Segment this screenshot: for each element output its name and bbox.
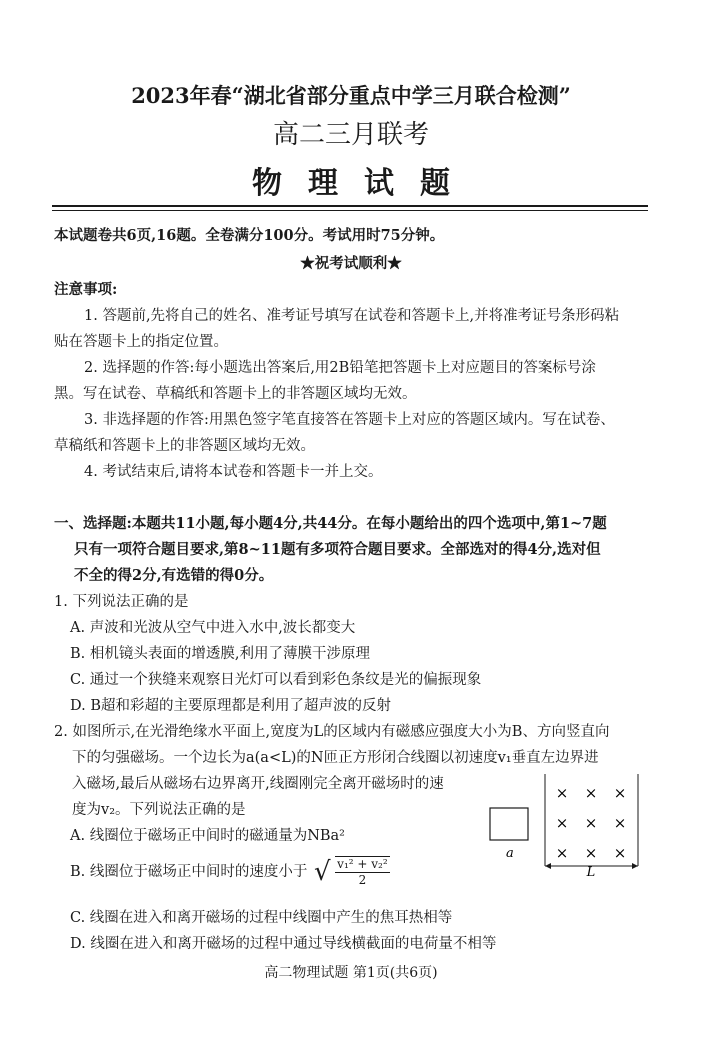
exam-header: 2023年春“湖北省部分重点中学三月联合检测” — [131, 83, 571, 108]
section-instructions: 一、选择题:本题共11小题,每小题4分,共44分。在每小题给出的四个选项中,第1~7题 — [54, 515, 607, 532]
field-mark: × — [584, 784, 598, 802]
field-mark: × — [613, 784, 627, 802]
question-2-option-a: A. 线圈位于磁场正中间时的磁通量为NBa² — [70, 828, 345, 844]
field-mark: × — [555, 814, 569, 832]
field-width-label: L — [586, 865, 596, 880]
sqrt-icon: √ — [313, 857, 331, 887]
field-mark: × — [613, 844, 627, 862]
question-2-stem: 度为v₂。下列说法正确的是 — [72, 802, 246, 818]
option-b-text: B. 线圈位于磁场正中间时的速度小于 — [70, 864, 308, 880]
question-1-option-d: D. B超和彩超的主要原理都是利用了超声波的反射 — [70, 698, 391, 714]
note-line: 草稿纸和答题卡上的非答题区域均无效。 — [54, 438, 315, 454]
field-mark: × — [584, 844, 598, 862]
note-line: 2. 选择题的作答:每小题选出答案后,用2B铅笔把答题卡上对应题目的答案标号涂 — [84, 360, 596, 376]
exam-subtitle: 高二三月联考 — [272, 120, 429, 150]
notes-heading: 注意事项: — [54, 281, 118, 298]
sqrt-expression — [314, 856, 390, 888]
question-2-stem: 入磁场,最后从磁场右边界离开,线圈刚完全离开磁场时的速 — [72, 776, 444, 792]
note-line: 3. 非选择题的作答:用黑色签字笔直接答在答题卡上对应的答题区域内。写在试卷、 — [84, 412, 615, 428]
exam-intro: 本试题卷共6页,16题。全卷满分100分。考试用时75分钟。 — [54, 227, 445, 244]
square-coil — [490, 808, 528, 840]
arrow-right-icon — [632, 863, 638, 869]
question-2-option-b — [70, 856, 390, 888]
field-mark: × — [555, 844, 569, 862]
question-1-option-b: B. 相机镜头表面的增透膜,利用了薄膜干涉原理 — [70, 646, 370, 662]
coil-side-label: a — [506, 846, 514, 861]
section-instructions: 只有一项符合题目要求,第8~11题有多项符合题目要求。全部选对的得4分,选对但 — [74, 541, 601, 558]
fraction-numerator: v₁² + v₂² — [337, 857, 388, 871]
header-rule-thin — [52, 210, 648, 211]
note-line: 黑。写在试卷、草稿纸和答题卡上的非答题区域均无效。 — [54, 386, 417, 402]
question-2-option-d: D. 线圈在进入和离开磁场的过程中通过导线横截面的电荷量不相等 — [70, 936, 497, 952]
question-1-stem: 1. 下列说法正确的是 — [54, 594, 189, 610]
fraction-denominator: 2 — [358, 873, 367, 887]
note-line: 1. 答题前,先将自己的姓名、准考证号填写在试卷和答题卡上,并将准考证号条形码粘 — [84, 308, 620, 324]
field-mark: × — [613, 814, 627, 832]
note-line: 4. 考试结束后,请将本试卷和答题卡一并上交。 — [84, 464, 383, 480]
header-rule-thick — [52, 205, 648, 207]
exam-title: 物理试题 — [252, 166, 476, 201]
question-2-stem: 2. 如图所示,在光滑绝缘水平面上,宽度为L的区域内有磁感应强度大小为B、方向竖直向 — [54, 724, 610, 740]
magnetic-field-figure — [484, 772, 654, 882]
arrow-left-icon — [545, 863, 551, 869]
good-luck-wish: ★祝考试顺利★ — [300, 255, 402, 272]
section-instructions: 不全的得2分,有选错的得0分。 — [74, 567, 274, 584]
question-1-option-c: C. 通过一个狭缝来观察日光灯可以看到彩色条纹是光的偏振现象 — [70, 672, 482, 688]
page-footer: 高二物理试题 第1页(共6页) — [264, 965, 438, 981]
field-mark: × — [555, 784, 569, 802]
question-2-stem: 下的匀强磁场。一个边长为a(a<L)的N匝正方形闭合线圈以初速度v₁垂直左边界进 — [72, 750, 599, 766]
field-mark: × — [584, 814, 598, 832]
question-2-option-c: C. 线圈在进入和离开磁场的过程中线圈中产生的焦耳热相等 — [70, 910, 453, 926]
question-1-option-a: A. 声波和光波从空气中进入水中,波长都变大 — [70, 620, 356, 636]
note-line: 贴在答题卡上的指定位置。 — [54, 334, 228, 350]
